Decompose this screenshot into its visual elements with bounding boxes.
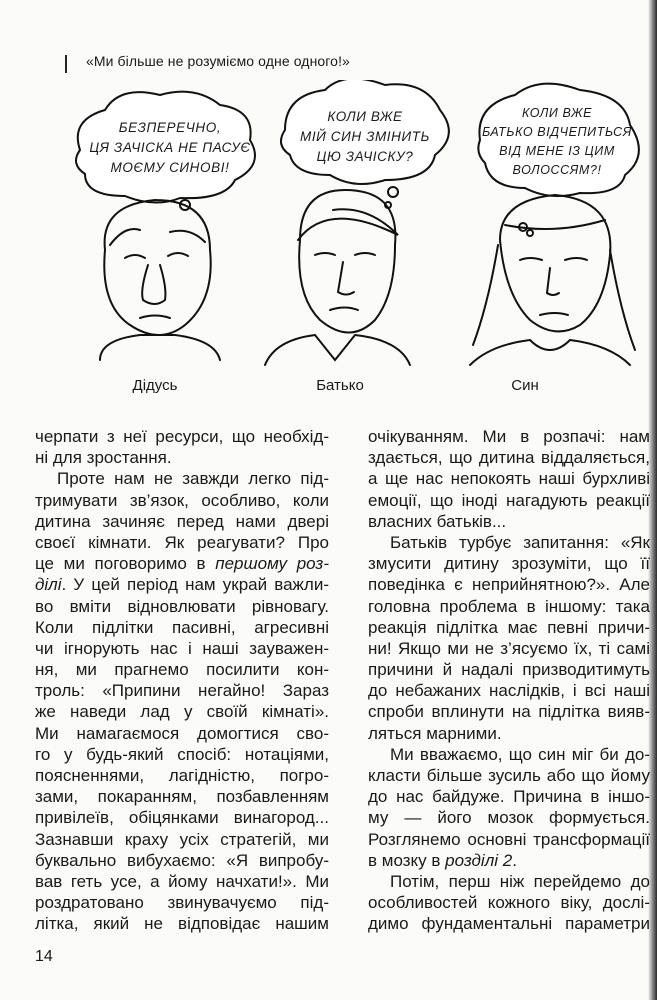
text-segment: Зазнавши краху усіх стратегій, ми [35, 829, 329, 849]
text-segment: літка, який не відповідає нашим [35, 914, 329, 934]
text-line [368, 829, 650, 850]
text-line [368, 765, 650, 786]
text-line [35, 871, 329, 892]
text-line [35, 829, 329, 850]
text-segment: роздратовано звинувачуємо під- [35, 893, 329, 913]
text-segment: Потім, перш ніж перейдемо до [390, 871, 650, 891]
text-segment: дитина зачиняє перед нами двері [35, 511, 329, 531]
italic-reference: розділі 2 [445, 850, 513, 870]
text-line [368, 447, 650, 468]
text-segment: емоції, що іноді нагадують реакції [368, 490, 650, 510]
text-segment: черпати з неї ресурси, що необхід- [35, 427, 329, 446]
text-line [35, 596, 329, 617]
text-segment: му — його мозок формується. [368, 808, 650, 828]
text-line [368, 701, 650, 722]
text-segment: класти більше зусиль або що йому [368, 766, 650, 785]
text-line [368, 892, 650, 913]
text-line [368, 723, 650, 744]
text-line [368, 913, 650, 934]
bubble-line: ЦЯ ЗАЧІСКА НЕ ПАСУЄ [89, 140, 251, 155]
text-segment: поведінка є неприйнятною?». Але [368, 575, 650, 595]
bubble-line: КОЛИ ВЖЕ [327, 109, 403, 124]
text-segment: до нас байдуже. Причина в іншо- [368, 787, 650, 807]
bubble-text-father [285, 107, 445, 167]
bubble-text-son [472, 104, 642, 180]
text-segment: же наведи лад у своїй кімнаті». [35, 702, 329, 722]
text-line [35, 892, 329, 913]
text-line [35, 468, 329, 489]
text-segment: своєї кімнати. Як реагувати? Про [35, 532, 329, 552]
text-line [368, 574, 650, 595]
text-segment: зами, покаранням, позбавленням [35, 787, 329, 807]
text-line [368, 807, 650, 828]
text-line [35, 553, 329, 574]
text-segment: спроби вплинути на підлітка вияв- [368, 702, 650, 722]
text-segment: во вміти відновлювати рівновагу. [35, 596, 329, 616]
text-line [368, 468, 650, 489]
italic-reference: ділі [35, 575, 62, 595]
text-line [368, 744, 650, 765]
text-segment: привілеїв, обіцянками винагород... [35, 808, 329, 828]
text-segment: Проте нам не завжди легко під- [57, 469, 329, 489]
text-segment: ня, ми прагнемо посилити кон- [35, 660, 329, 680]
text-line [368, 596, 650, 617]
text-line [35, 850, 329, 871]
bubble-text-grandpa [85, 118, 255, 178]
text-segment: вав геть усе, а йому начхати!». Ми [35, 871, 329, 891]
text-line [368, 426, 650, 447]
text-segment: особливостей кожного віку, дослі- [368, 893, 650, 913]
text-segment: . [512, 850, 517, 870]
text-line [35, 744, 329, 765]
text-line [35, 786, 329, 807]
text-line [368, 638, 650, 659]
grandpa-drawing [100, 200, 220, 360]
text-line [35, 574, 329, 595]
text-line [35, 913, 329, 934]
header-rule [65, 55, 67, 73]
text-segment: очікуванням. Ми в розпачі: нам [368, 427, 650, 446]
text-line [35, 807, 329, 828]
caption-grandpa: Дідусь [132, 377, 178, 394]
text-line [35, 490, 329, 511]
text-line [368, 490, 650, 511]
text-segment: . У цей період нам украй важли- [61, 575, 329, 595]
text-line [368, 786, 650, 807]
text-segment: поясненнями, лагідністю, погро- [35, 766, 329, 785]
page-number: 14 [35, 948, 53, 965]
bubble-line: КОЛИ ВЖЕ [521, 106, 593, 120]
text-line [368, 850, 650, 871]
text-segment: димо фундаментальні параметри [368, 914, 650, 934]
text-line [368, 659, 650, 680]
text-segment: це ми поговоримо в [35, 554, 216, 574]
text-line [368, 617, 650, 638]
text-segment: причини й надалі призводитимуть [368, 660, 650, 680]
text-segment: здається, що дитина віддаляється, [368, 448, 650, 468]
text-line [35, 659, 329, 680]
text-segment: Розглянемо основні трансформації [368, 829, 650, 849]
text-segment: до небажаних наслідків, і всі наші [368, 681, 650, 701]
bubble-line: МОЄМУ СИНОВІ! [110, 160, 230, 175]
text-segment: Ми намагаємося домогтися сво- [35, 723, 329, 743]
text-segment: го у будь-який спосіб: нотаціями, [35, 744, 329, 764]
bubble-line: БЕЗПЕРЕЧНО, [118, 120, 222, 135]
text-line [35, 511, 329, 532]
running-header: «Ми більше не розуміємо одне одного!» [86, 53, 350, 69]
text-line [35, 617, 329, 638]
italic-reference: першому роз- [215, 554, 329, 574]
son-drawing [470, 195, 635, 365]
text-column-left [35, 426, 329, 935]
text-line [35, 765, 329, 786]
text-line [368, 871, 650, 892]
caption-son: Син [511, 377, 539, 394]
text-segment: ляться марними. [368, 723, 502, 743]
text-line [368, 511, 650, 532]
text-line [35, 638, 329, 659]
text-segment: буквально вибухаємо: «Я випробу- [35, 850, 329, 870]
bubble-line: ЦЮ ЗАЧІСКУ? [316, 149, 414, 164]
text-segment: ні для зростання. [35, 448, 172, 468]
text-line [368, 553, 650, 574]
text-segment: Батьків турбує запитання: «Як [390, 532, 650, 552]
text-line [35, 701, 329, 722]
bubble-line: БАТЬКО ВІДЧЕПИТЬСЯ [482, 125, 632, 139]
text-line [35, 532, 329, 553]
text-segment: змусити дитину зрозуміти, що її [368, 554, 650, 574]
text-segment: Коли підлітки пасивні, агресивні [35, 617, 329, 637]
text-segment: головна проблема в іншому: така [368, 596, 650, 616]
text-line [368, 680, 650, 701]
bubble-line: МІЙ СИН ЗМІНИТЬ [299, 129, 431, 144]
text-segment: чи ігнорують нас і наші зауважен- [35, 638, 329, 658]
text-line [368, 532, 650, 553]
text-segment: власних батьків... [368, 511, 507, 531]
text-segment: а ще нас непокоять наші бурхливі [368, 469, 650, 489]
text-line [35, 426, 329, 447]
text-column-right [368, 426, 650, 935]
bubble-line: ВІД МЕНЕ ІЗ ЦИМ [499, 144, 615, 158]
text-segment: тримувати зв’язок, особливо, коли [35, 490, 329, 510]
father-drawing [265, 190, 410, 365]
text-line [35, 680, 329, 701]
text-segment: Ми вважаємо, що син міг би до- [390, 744, 650, 764]
text-line [35, 447, 329, 468]
text-segment: троль: «Припини негайно! Зараз [35, 681, 329, 701]
caption-father: Батько [316, 377, 364, 394]
text-segment: в мозку в [368, 850, 446, 870]
text-line [35, 723, 329, 744]
text-segment: реакція підлітка має певні причи- [368, 617, 650, 637]
text-segment: ни! Якщо ми не з’ясуємо їх, ті самі [368, 638, 650, 658]
bubble-line: ВОЛОССЯМ?! [512, 163, 602, 177]
